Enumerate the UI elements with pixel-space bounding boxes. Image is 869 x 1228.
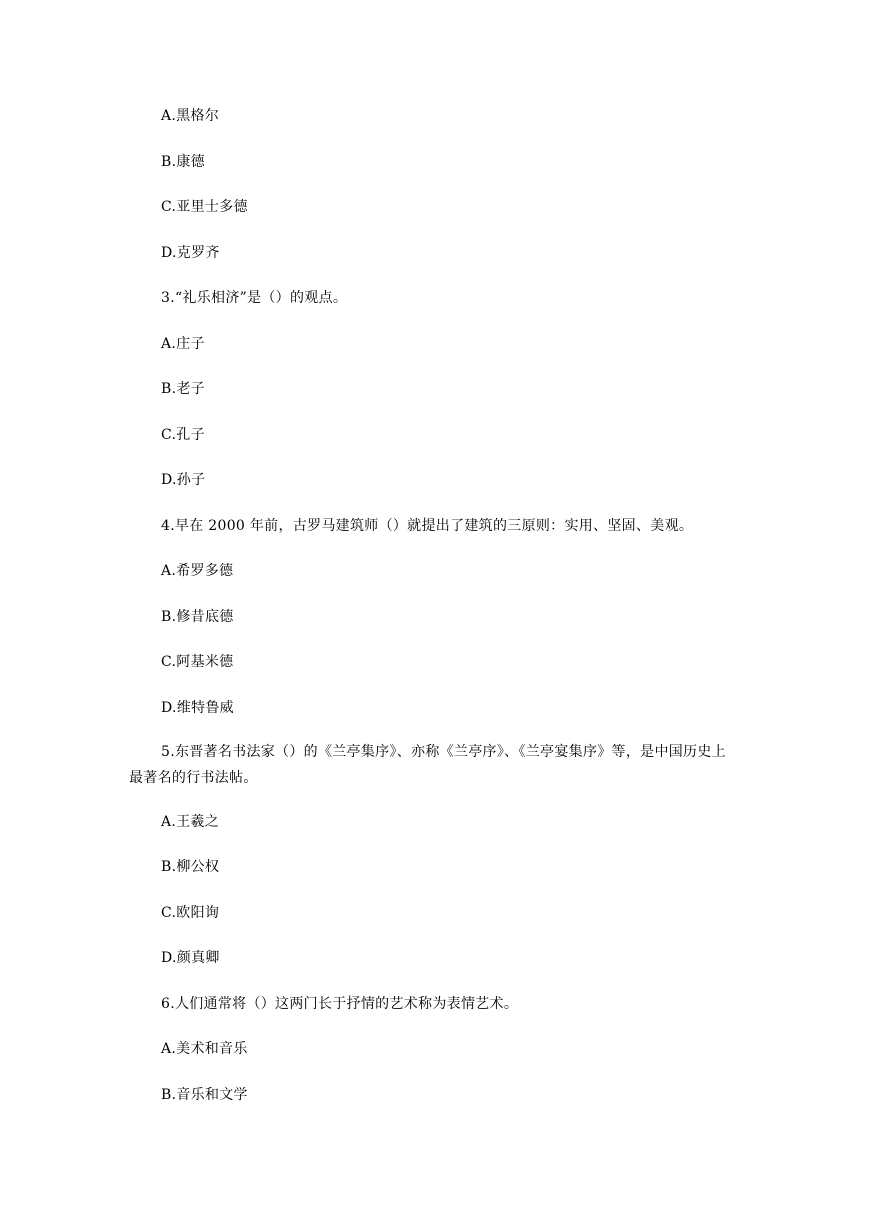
- option-a: A.王羲之: [161, 814, 220, 830]
- option-a-hegel: A.黑格尔: [161, 108, 220, 124]
- option-b: B.柳公权: [161, 859, 220, 875]
- question-3: 3.“礼乐相济”是（）的观点。: [161, 290, 348, 306]
- option-b-kant: B.康德: [161, 154, 205, 170]
- question-6: 6.人们通常将（）这两门长于抒情的艺术称为表情艺术。: [161, 996, 519, 1012]
- option-c: C.欧阳询: [161, 905, 220, 921]
- option-a: A.美术和音乐: [161, 1041, 248, 1057]
- option-d: D.维特鲁威: [161, 700, 234, 716]
- option-d: D.孙子: [161, 472, 206, 488]
- option-c: C.孔子: [161, 427, 205, 443]
- option-b: B.音乐和文学: [161, 1087, 248, 1103]
- option-c: C.阿基米德: [161, 654, 234, 670]
- option-a: A.庄子: [161, 336, 205, 352]
- option-a: A.希罗多德: [161, 563, 234, 579]
- option-b: B.修昔底德: [161, 609, 234, 625]
- option-d: D.颜真卿: [161, 950, 220, 966]
- question-5: 5.东晋著名书法家（）的《兰亭集序》、亦称《兰亭序》、《兰亭宴集序》等，是中国历史上最著名的行书法帖。: [129, 744, 726, 786]
- option-d-croce: D.克罗齐: [161, 245, 220, 261]
- option-c-aristotle: C.亚里士多德: [161, 199, 248, 215]
- option-b: B.老子: [161, 381, 205, 397]
- question-4: 4.早在 2000 年前，古罗马建筑师（）就提出了建筑的三原则：实用、坚固、美观。: [161, 518, 694, 534]
